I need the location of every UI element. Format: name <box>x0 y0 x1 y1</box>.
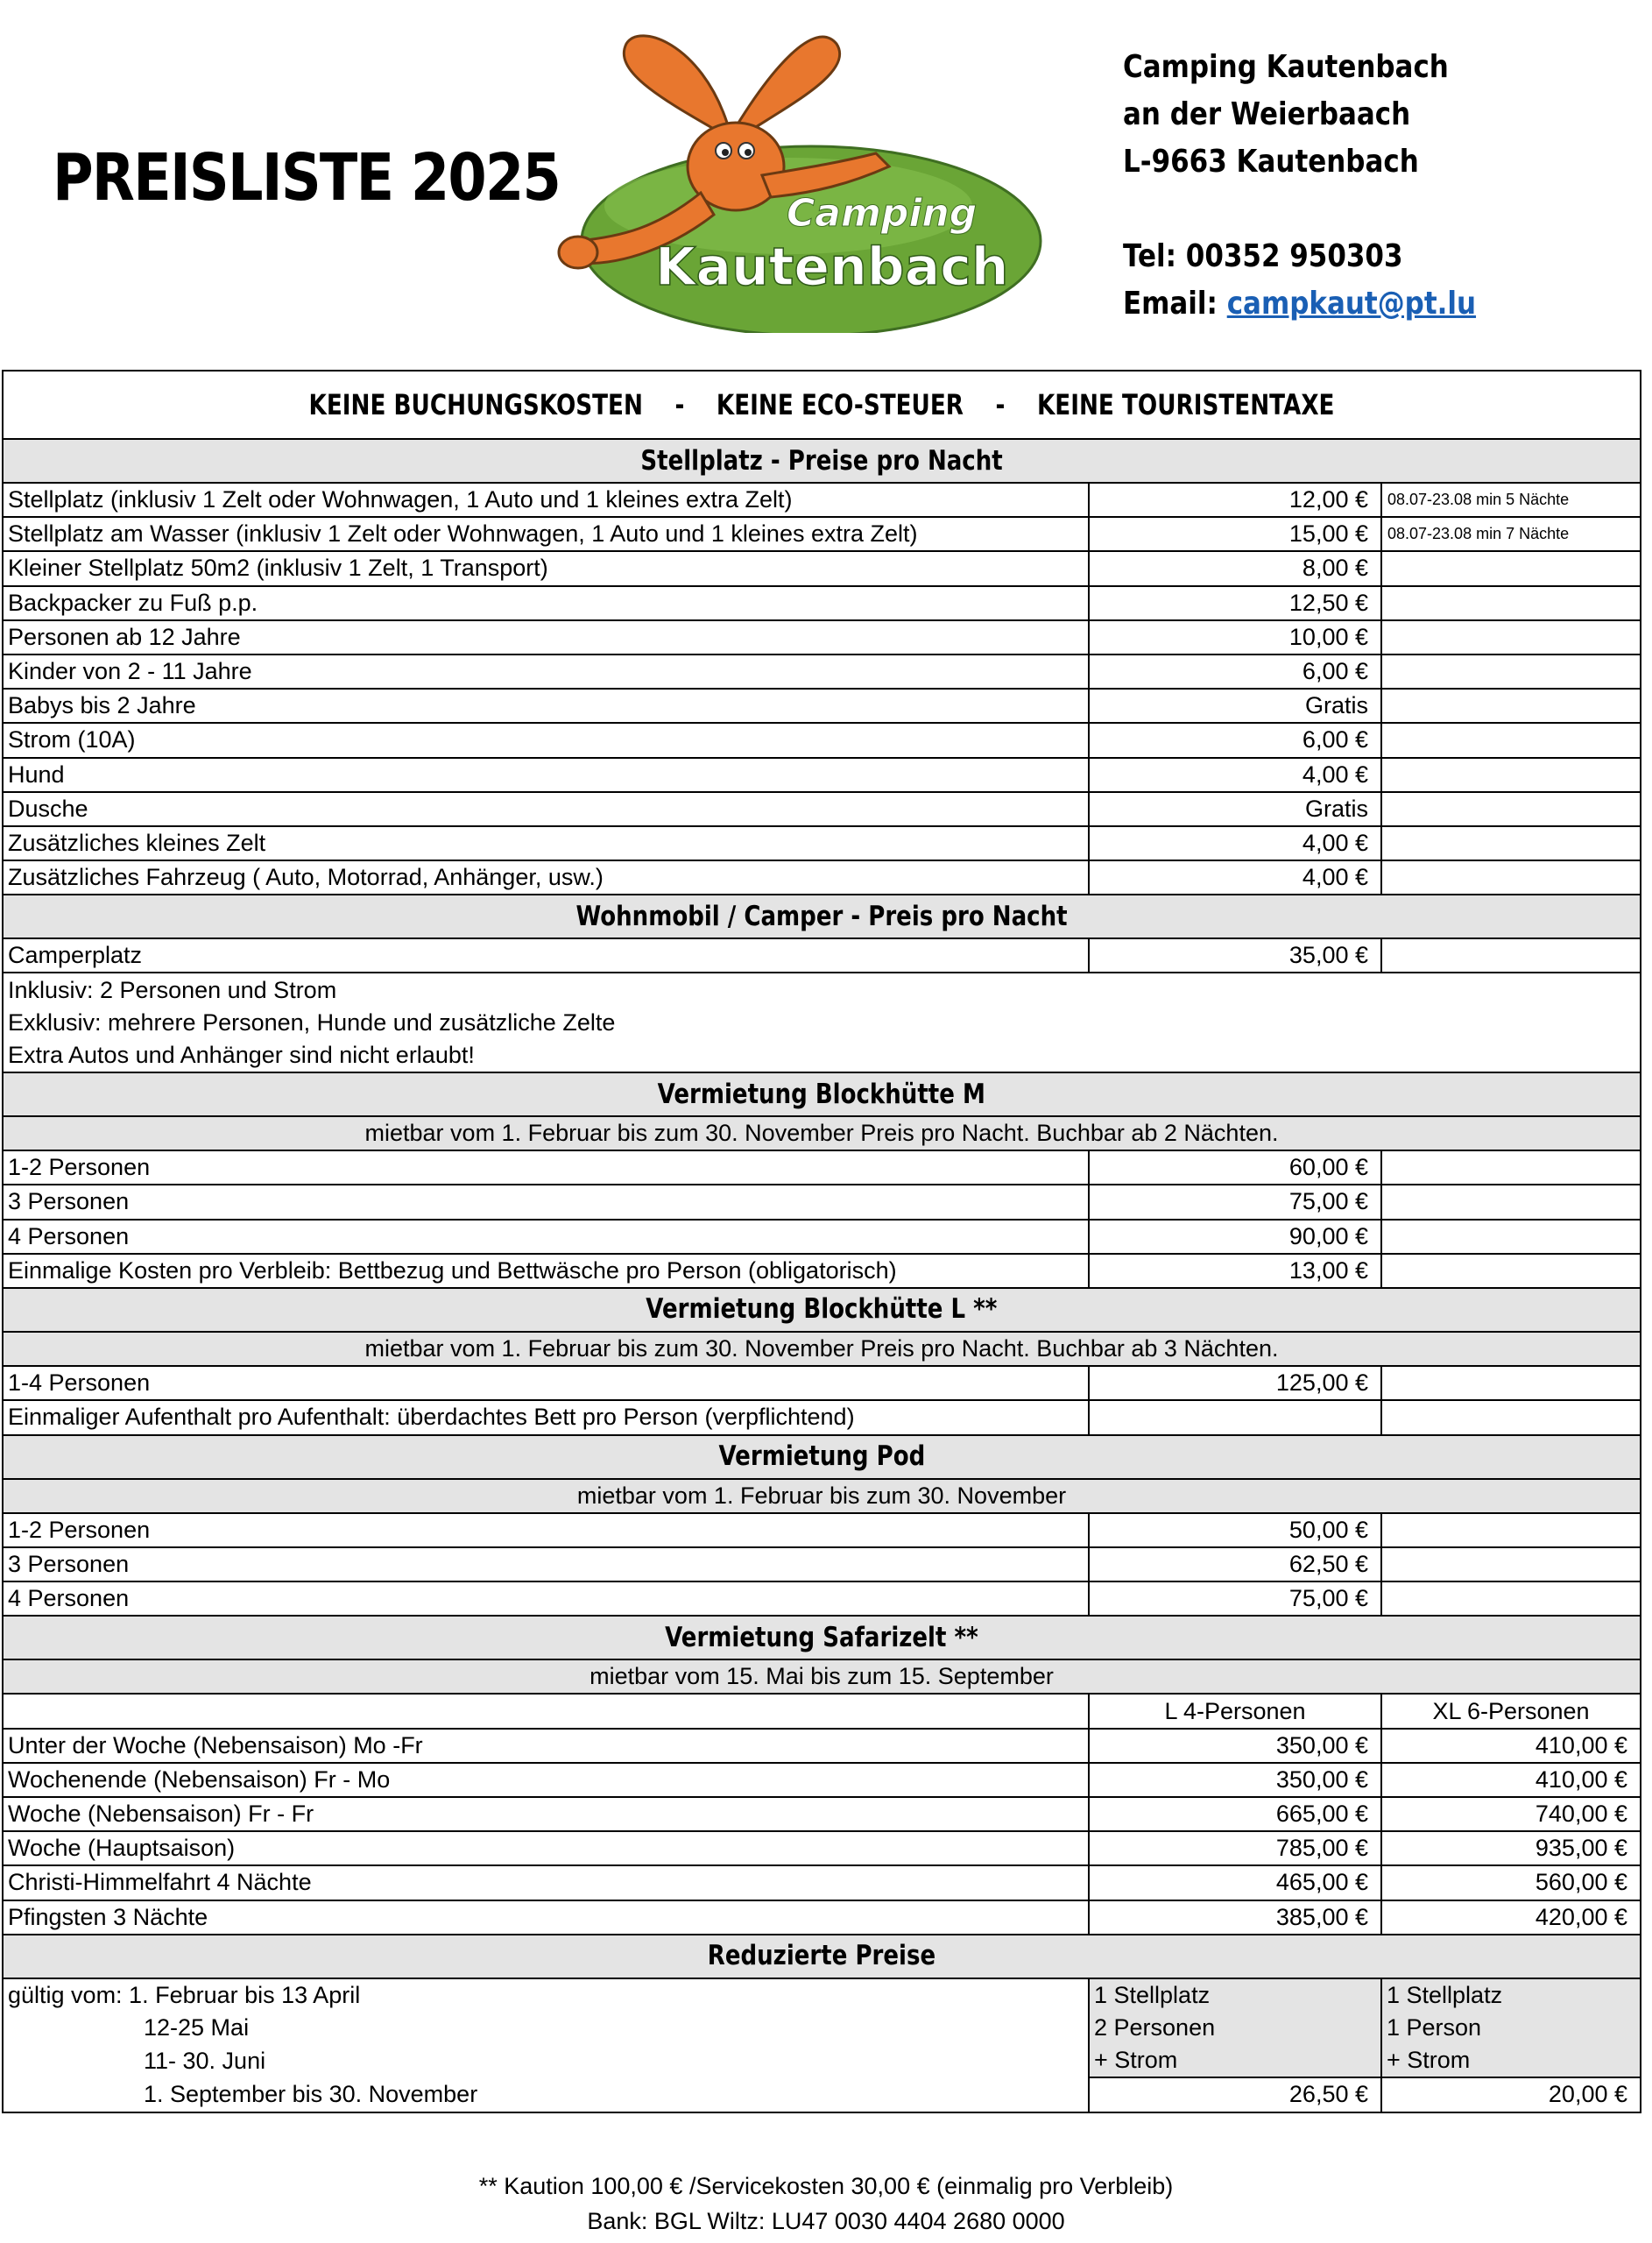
contact-line: L-9663 Kautenbach <box>1123 144 1419 180</box>
price-row <box>3 1150 1641 1185</box>
section-title-camper-text: Wohnmobil / Camper - Preis pro Nacht <box>575 900 1068 932</box>
item-note <box>1381 586 1641 620</box>
section-title-pod <box>3 1435 1641 1479</box>
price-xl: 410,00 € <box>1381 1729 1641 1763</box>
item-price: 50,00 € <box>1089 1513 1381 1547</box>
price-row <box>3 723 1641 757</box>
reduced-option-1: + Strom <box>1089 2044 1381 2077</box>
column-header-l: L 4-Personen <box>1089 1694 1381 1728</box>
price-row <box>3 792 1641 826</box>
footer-bank: Bank: BGL Wiltz: LU47 0030 4404 2680 0000 <box>587 2208 1065 2234</box>
item-price: 12,50 € <box>1089 586 1381 620</box>
info-text: Inklusiv: 2 Personen und Strom <box>3 973 1641 1006</box>
price-row <box>3 1185 1641 1219</box>
item-label: Stellplatz (inklusiv 1 Zelt oder Wohnwagen, 1 Auto und 1 kleines extra Zelt) <box>3 483 1089 517</box>
item-price: 125,00 € <box>1089 1366 1381 1400</box>
price-row <box>3 826 1641 860</box>
item-label: Camperplatz <box>3 938 1089 973</box>
contact-email-row <box>1123 280 1476 328</box>
item-price: Gratis <box>1089 689 1381 723</box>
reduced-date: 11- 30. Juni <box>3 2044 1089 2077</box>
item-price: 4,00 € <box>1089 860 1381 895</box>
item-label: Stellplatz am Wasser (inklusiv 1 Zelt oder Wohnwagen, 1 Auto und 1 kleines extra Zelt) <box>3 517 1089 551</box>
reduced-date: gültig vom: 1. Februar bis 13 April <box>3 1978 1089 2012</box>
item-label: Zusätzliches kleines Zelt <box>3 826 1089 860</box>
section-subtitle-blockhuette-m: mietbar vom 1. Februar bis zum 30. November Preis pro Nacht. Buchbar ab 2 Nächten. <box>3 1116 1641 1150</box>
section-title-stellplatz <box>3 439 1641 483</box>
price-row <box>3 1581 1641 1616</box>
price-l: 350,00 € <box>1089 1763 1381 1797</box>
price-row <box>3 1900 1641 1935</box>
item-note <box>1381 551 1641 585</box>
item-price: 13,00 € <box>1089 1254 1381 1288</box>
section-title-camper <box>3 895 1641 938</box>
item-price: 8,00 € <box>1089 551 1381 585</box>
item-label: Einmalige Kosten pro Verbleib: Bettbezug und Bettwäsche pro Person (obligatorisch) <box>3 1254 1089 1288</box>
info-row <box>3 1039 1641 1072</box>
column-header-row <box>3 1694 1641 1728</box>
empty-cell <box>3 1694 1089 1728</box>
section-subtitle-blockhuette-l <box>3 1332 1641 1366</box>
reduced-option-2: 1 Stellplatz <box>1381 1978 1641 2012</box>
price-row <box>3 1513 1641 1547</box>
reduced-row <box>3 2044 1641 2077</box>
item-note <box>1381 860 1641 895</box>
section-title-blockhuette-m <box>3 1072 1641 1116</box>
email-label: Email: <box>1123 286 1218 322</box>
item-label: Strom (10A) <box>3 723 1089 757</box>
item-label: 3 Personen <box>3 1185 1089 1219</box>
reduced-row <box>3 2012 1641 2044</box>
price-row <box>3 483 1641 517</box>
banner <box>3 371 1641 439</box>
reduced-date: 12-25 Mai <box>3 2012 1089 2044</box>
item-note: 08.07-23.08 min 7 Nächte <box>1381 517 1641 551</box>
price-row <box>3 938 1641 973</box>
price-row <box>3 1254 1641 1288</box>
item-note <box>1381 655 1641 689</box>
contact-line: an der Weierbaach <box>1123 96 1411 132</box>
section-title-blockhuette-l-text: Vermietung Blockhütte L ** <box>646 1293 998 1326</box>
item-price: 12,00 € <box>1089 483 1381 517</box>
item-label: Einmaliger Aufenthalt pro Aufenthalt: überdachtes Bett pro Person (verpflichtend) <box>3 1400 1089 1434</box>
price-row <box>3 1220 1641 1254</box>
section-title-pod-text: Vermietung Pod <box>718 1440 925 1472</box>
price-xl: 740,00 € <box>1381 1797 1641 1831</box>
reduced-option-2: 1 Person <box>1381 2012 1641 2044</box>
item-price: 4,00 € <box>1089 758 1381 792</box>
section-subtitle-safarizelt: mietbar vom 15. Mai bis zum 15. September <box>3 1659 1641 1694</box>
empty-cell <box>1381 1254 1641 1288</box>
section-title-stellplatz <box>3 439 1641 483</box>
price-row <box>3 1831 1641 1865</box>
price-xl: 935,00 € <box>1381 1831 1641 1865</box>
contact-phone: Tel: 00352 950303 <box>1123 238 1403 274</box>
empty-cell <box>1381 1185 1641 1219</box>
item-note <box>1381 689 1641 723</box>
price-xl: 410,00 € <box>1381 1763 1641 1797</box>
item-label: Christi-Himmelfahrt 4 Nächte <box>3 1865 1089 1900</box>
section-title-safarizelt <box>3 1616 1641 1659</box>
price-l: 385,00 € <box>1089 1900 1381 1935</box>
price-row <box>3 551 1641 585</box>
price-xl: 560,00 € <box>1381 1865 1641 1900</box>
price-table <box>2 370 1641 2113</box>
section-subtitle-blockhuette-l: mietbar vom 1. Februar bis zum 30. November Preis pro Nacht. Buchbar ab 3 Nächten. <box>3 1332 1641 1366</box>
price-row <box>3 860 1641 895</box>
banner-text: KEINE BUCHUNGSKOSTEN - KEINE ECO-STEUER - KEINE TOURISTENTAXE <box>308 387 1335 421</box>
info-row <box>3 973 1641 1006</box>
price-row <box>3 655 1641 689</box>
item-label: Kinder von 2 - 11 Jahre <box>3 655 1089 689</box>
section-title-blockhuette-l <box>3 1288 1641 1332</box>
empty-cell <box>1381 1547 1641 1581</box>
empty-cell <box>1381 1513 1641 1547</box>
info-text: Extra Autos und Anhänger sind nicht erlaubt! <box>3 1039 1641 1072</box>
section-title-camper <box>3 895 1641 938</box>
item-price: 15,00 € <box>1089 517 1381 551</box>
reduced-option-1: 2 Personen <box>1089 2012 1381 2044</box>
item-price: 4,00 € <box>1089 826 1381 860</box>
item-label: 4 Personen <box>3 1220 1089 1254</box>
logo-small-text: Camping <box>787 191 978 236</box>
reduced-row <box>3 1978 1641 2012</box>
logo-right-ear <box>736 37 840 131</box>
banner-row <box>3 371 1641 439</box>
price-row <box>3 758 1641 792</box>
price-row <box>3 620 1641 655</box>
item-price: 35,00 € <box>1089 938 1381 973</box>
empty-cell <box>1381 1150 1641 1185</box>
price-l: 785,00 € <box>1089 1831 1381 1865</box>
reduced-option-2: + Strom <box>1381 2044 1641 2077</box>
price-row <box>3 1865 1641 1900</box>
section-title-blockhuette-l <box>3 1288 1641 1332</box>
item-price: 6,00 € <box>1089 723 1381 757</box>
item-label: 4 Personen <box>3 1581 1089 1616</box>
section-title-blockhuette-m <box>3 1072 1641 1116</box>
section-title-reduzierte-preise <box>3 1935 1641 1978</box>
section-subtitle-blockhuette-m <box>3 1116 1641 1150</box>
item-price: Gratis <box>1089 792 1381 826</box>
section-title-reduzierte-preise-text: Reduzierte Preise <box>707 1940 936 1972</box>
item-note <box>1381 758 1641 792</box>
item-note <box>1381 792 1641 826</box>
section-title-reduzierte-preise <box>3 1935 1641 1978</box>
logo-left-ear <box>624 36 727 131</box>
item-note <box>1381 620 1641 655</box>
info-row <box>3 1007 1641 1039</box>
empty-cell <box>1381 1220 1641 1254</box>
item-label: Woche (Hauptsaison) <box>3 1831 1089 1865</box>
item-label: Zusätzliches Fahrzeug ( Auto, Motorrad, Anhänger, usw.) <box>3 860 1089 895</box>
section-subtitle-pod <box>3 1479 1641 1513</box>
item-label: Wochenende (Nebensaison) Fr - Mo <box>3 1763 1089 1797</box>
item-note <box>1381 723 1641 757</box>
footer-deposit: ** Kaution 100,00 € /Servicekosten 30,00 € (einmalig pro Verbleib) <box>478 2173 1174 2199</box>
reduced-option-1: 1 Stellplatz <box>1089 1978 1381 2012</box>
contact-line: Camping Kautenbach <box>1123 49 1449 85</box>
price-row <box>3 1400 1641 1434</box>
item-label: 1-4 Personen <box>3 1366 1089 1400</box>
logo-big-text: Kautenbach <box>655 237 1009 298</box>
empty-cell <box>1381 1366 1641 1400</box>
item-note <box>1381 826 1641 860</box>
reduced-price-2: 20,00 € <box>1381 2077 1641 2112</box>
price-l: 665,00 € <box>1089 1797 1381 1831</box>
item-label: 1-2 Personen <box>3 1150 1089 1185</box>
item-label: Hund <box>3 758 1089 792</box>
price-row <box>3 1547 1641 1581</box>
section-subtitle-pod: mietbar vom 1. Februar bis zum 30. November <box>3 1479 1641 1513</box>
item-label: Backpacker zu Fuß p.p. <box>3 586 1089 620</box>
item-label: Unter der Woche (Nebensaison) Mo -Fr <box>3 1729 1089 1763</box>
item-label: Babys bis 2 Jahre <box>3 689 1089 723</box>
price-xl: 420,00 € <box>1381 1900 1641 1935</box>
item-label: 1-2 Personen <box>3 1513 1089 1547</box>
item-note: 08.07-23.08 min 5 Nächte <box>1381 483 1641 517</box>
item-price: 62,50 € <box>1089 1547 1381 1581</box>
price-row <box>3 689 1641 723</box>
price-row <box>3 1797 1641 1831</box>
price-row <box>3 517 1641 551</box>
section-title-safarizelt <box>3 1616 1641 1659</box>
section-title-safarizelt-text: Vermietung Safarizelt ** <box>665 1621 978 1653</box>
item-label: Personen ab 12 Jahre <box>3 620 1089 655</box>
section-subtitle-safarizelt <box>3 1659 1641 1694</box>
item-price: 6,00 € <box>1089 655 1381 689</box>
column-header-xl: XL 6-Personen <box>1381 1694 1641 1728</box>
reduced-row <box>3 2077 1641 2112</box>
price-row <box>3 1729 1641 1763</box>
item-label: Kleiner Stellplatz 50m2 (inklusiv 1 Zelt, 1 Transport) <box>3 551 1089 585</box>
reduced-date: 1. September bis 30. November <box>3 2077 1089 2112</box>
section-title-stellplatz-text: Stellplatz - Preise pro Nacht <box>640 444 1003 477</box>
item-label: 3 Personen <box>3 1547 1089 1581</box>
item-price: 10,00 € <box>1089 620 1381 655</box>
contact-block <box>1123 44 1476 328</box>
empty-cell <box>1381 1400 1641 1434</box>
page-title: PREISLISTE 2025 <box>53 140 561 216</box>
empty-cell <box>1381 938 1641 973</box>
price-row <box>3 586 1641 620</box>
price-row <box>3 1366 1641 1400</box>
price-row <box>3 1763 1641 1797</box>
section-title-pod <box>3 1435 1641 1479</box>
price-l: 465,00 € <box>1089 1865 1381 1900</box>
info-text: Exklusiv: mehrere Personen, Hunde und zusätzliche Zelte <box>3 1007 1641 1039</box>
camping-logo <box>552 18 1042 333</box>
item-price: 75,00 € <box>1089 1581 1381 1616</box>
item-price <box>1089 1400 1381 1434</box>
item-price: 60,00 € <box>1089 1150 1381 1185</box>
item-price: 75,00 € <box>1089 1185 1381 1219</box>
item-label: Woche (Nebensaison) Fr - Fr <box>3 1797 1089 1831</box>
item-label: Dusche <box>3 792 1089 826</box>
price-l: 350,00 € <box>1089 1729 1381 1763</box>
reduced-price-1: 26,50 € <box>1089 2077 1381 2112</box>
section-title-blockhuette-m-text: Vermietung Blockhütte M <box>657 1078 986 1110</box>
email-link[interactable]: campkaut@pt.lu <box>1226 286 1477 322</box>
item-price: 90,00 € <box>1089 1220 1381 1254</box>
item-label: Pfingsten 3 Nächte <box>3 1900 1089 1935</box>
empty-cell <box>1381 1581 1641 1616</box>
